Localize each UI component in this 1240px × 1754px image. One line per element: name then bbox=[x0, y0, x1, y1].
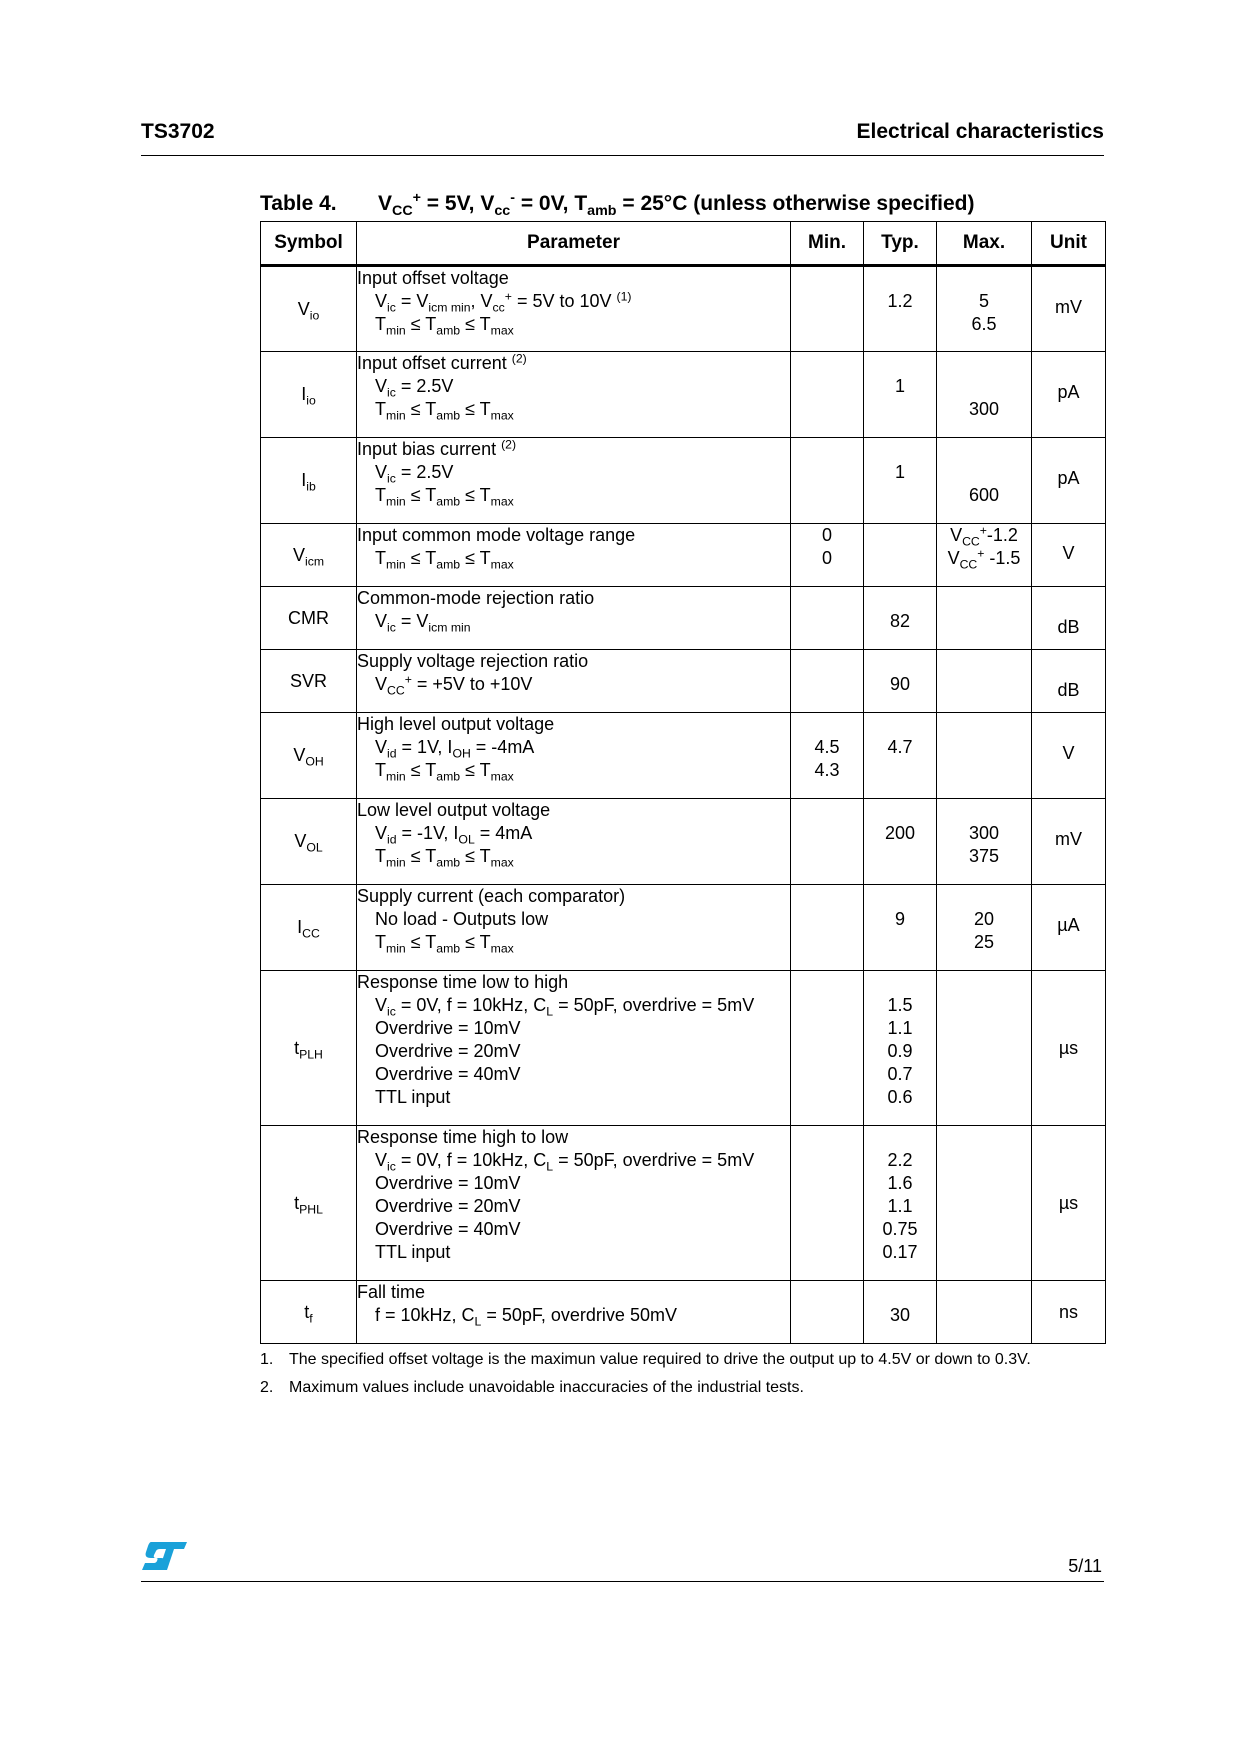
footnote-number: 1. bbox=[260, 1351, 274, 1368]
typ-cell bbox=[864, 266, 937, 352]
typ-cell bbox=[864, 587, 937, 650]
typ-cell bbox=[864, 1126, 937, 1281]
parameter-cell bbox=[357, 1126, 791, 1281]
max-cell bbox=[937, 352, 1032, 438]
condition-line: $T_{min} \le T_{amb} \le T_{max}$ bbox=[375, 485, 514, 509]
max-cell bbox=[937, 713, 1032, 799]
max-cell bbox=[937, 587, 1032, 650]
typ-value: 1.1 bbox=[887, 1018, 913, 1038]
symbol-cell: $I_{io}$ bbox=[261, 352, 357, 438]
min-cell bbox=[791, 587, 864, 650]
max-value: 375 bbox=[968, 846, 1000, 866]
condition-line: $T_{min} \le T_{amb} \le T_{max}$ bbox=[375, 760, 514, 784]
condition-line: $V_{ic} = 0V$, f = 10kHz, $C_L = 50pF$, overdrive = 5mV bbox=[375, 1150, 755, 1174]
min-value: 4.3 bbox=[814, 760, 840, 780]
min-cell bbox=[791, 713, 864, 799]
max-value: 20 bbox=[973, 909, 995, 929]
max-cell bbox=[937, 438, 1032, 524]
min-value: 0 bbox=[821, 548, 832, 568]
typ-value: 9 bbox=[894, 909, 905, 929]
typ-cell bbox=[864, 524, 937, 587]
condition-line: No load - Outputs low bbox=[375, 909, 549, 929]
condition-line: TTL input bbox=[375, 1087, 451, 1107]
max-value: $V_{CC}^+$ -1.5 bbox=[947, 546, 1021, 572]
symbol-cell: $V_{icm}$ bbox=[261, 524, 357, 587]
max-value: 300 bbox=[968, 399, 1000, 419]
parameter-title: Supply voltage rejection ratio bbox=[357, 651, 589, 671]
min-cell bbox=[791, 1281, 864, 1344]
max-cell bbox=[937, 799, 1032, 885]
typ-cell bbox=[864, 650, 937, 713]
symbol-cell: $I_{CC}$ bbox=[261, 885, 357, 971]
parameter-cell bbox=[357, 587, 791, 650]
st-logo-icon bbox=[141, 1540, 189, 1577]
col-min: Min. bbox=[791, 222, 864, 266]
max-cell bbox=[937, 524, 1032, 587]
col-symbol: Symbol bbox=[261, 222, 357, 266]
max-value: 300 bbox=[968, 823, 1000, 843]
typ-value: 0.17 bbox=[882, 1242, 918, 1262]
condition-line: $V_{id} = -1V$, $I_{OL} = 4mA$ bbox=[375, 823, 533, 847]
condition-line: $V_{ic} = 0V$, f = 10kHz, $C_L = 50pF$, overdrive = 5mV bbox=[375, 995, 755, 1019]
table-row bbox=[261, 1281, 1106, 1344]
unit-cell: mV bbox=[1032, 799, 1106, 885]
col-unit: Unit bbox=[1032, 222, 1106, 266]
unit-cell: µs bbox=[1032, 1126, 1106, 1281]
condition-line: $V_{ic} = V_{icm min}$, $V_{cc}^+ = 5V$ to 10V $^{(1)}$ bbox=[375, 289, 632, 315]
typ-value: 82 bbox=[889, 611, 911, 631]
max-cell bbox=[937, 971, 1032, 1126]
min-cell bbox=[791, 352, 864, 438]
col-typ: Typ. bbox=[864, 222, 937, 266]
unit-cell: dB bbox=[1032, 587, 1106, 650]
typ-cell bbox=[864, 885, 937, 971]
condition-line: $V_{ic} = 2.5V$ bbox=[375, 376, 454, 400]
max-value: 25 bbox=[973, 932, 995, 952]
footnote-text: The specified offset voltage is the maximun value required to drive the output up to 4.5V or down to 0.3V. bbox=[289, 1351, 1031, 1368]
typ-value: 0.9 bbox=[887, 1041, 913, 1061]
footnotes bbox=[260, 1346, 1031, 1402]
typ-value: 0.6 bbox=[887, 1087, 913, 1107]
symbol-cell: $t_{PHL}$ bbox=[261, 1126, 357, 1281]
condition-line: $T_{min} \le T_{amb} \le T_{max}$ bbox=[375, 548, 514, 572]
typ-cell bbox=[864, 1281, 937, 1344]
condition-line: Overdrive = 10mV bbox=[375, 1173, 521, 1193]
header-rule bbox=[141, 155, 1104, 156]
unit-cell: µA bbox=[1032, 885, 1106, 971]
table-title: $V_{CC}^+ = 5V$, $V_{cc}^- = 0V$, $T_{amb} = 25^\circ C$ (unless otherwise specified) bbox=[378, 190, 975, 219]
condition-line: Overdrive = 10mV bbox=[375, 1018, 521, 1038]
typ-cell bbox=[864, 352, 937, 438]
page-number: 5/11 bbox=[1068, 1556, 1102, 1576]
min-cell bbox=[791, 799, 864, 885]
symbol-cell: $I_{ib}$ bbox=[261, 438, 357, 524]
condition-line: $V_{ic} = V_{icm min}$ bbox=[375, 611, 471, 635]
col-parameter: Parameter bbox=[357, 222, 791, 266]
footnote-text: Maximum values include unavoidable inaccuracies of the industrial tests. bbox=[289, 1379, 804, 1396]
parameter-cell bbox=[357, 971, 791, 1126]
unit-cell: V bbox=[1032, 713, 1106, 799]
min-cell bbox=[791, 266, 864, 352]
footnote-number: 2. bbox=[260, 1379, 274, 1396]
condition-line: f = 10kHz, $C_L = 50pF$, overdrive 50mV bbox=[375, 1305, 677, 1329]
parameter-title: Common-mode rejection ratio bbox=[357, 588, 595, 608]
min-value: 0 bbox=[821, 525, 832, 545]
unit-cell: ns bbox=[1032, 1281, 1106, 1344]
unit-cell: dB bbox=[1032, 650, 1106, 713]
max-value: 600 bbox=[968, 485, 1000, 505]
max-value: $V_{CC}^+-1.2$ bbox=[950, 523, 1018, 549]
typ-cell bbox=[864, 438, 937, 524]
typ-value: 2.2 bbox=[887, 1150, 913, 1170]
max-value: 5 bbox=[978, 291, 989, 311]
max-cell bbox=[937, 266, 1032, 352]
table-header-row bbox=[261, 222, 1106, 266]
typ-value: 0.75 bbox=[882, 1219, 918, 1239]
min-value: 4.5 bbox=[814, 737, 840, 757]
symbol-cell: CMR bbox=[261, 587, 357, 650]
header-section: Electrical characteristics bbox=[856, 120, 1104, 143]
parameter-title: Fall time bbox=[357, 1282, 426, 1302]
symbol-cell: $V_{io}$ bbox=[261, 266, 357, 352]
parameter-cell bbox=[357, 524, 791, 587]
typ-value: 1.5 bbox=[887, 995, 913, 1015]
unit-cell: V bbox=[1032, 524, 1106, 587]
max-cell bbox=[937, 1281, 1032, 1344]
typ-value: 1.2 bbox=[887, 291, 913, 311]
table-row bbox=[261, 1126, 1106, 1281]
table-row bbox=[261, 650, 1106, 713]
condition-line: $T_{min} \le T_{amb} \le T_{max}$ bbox=[375, 932, 514, 956]
symbol-cell: $V_{OH}$ bbox=[261, 713, 357, 799]
unit-cell: mV bbox=[1032, 266, 1106, 352]
parameter-cell bbox=[357, 713, 791, 799]
condition-line: $V_{CC}^+ = +5V$ to +10V bbox=[375, 672, 533, 698]
table-caption bbox=[260, 190, 1100, 219]
parameter-title: High level output voltage bbox=[357, 714, 555, 734]
typ-value: 1.1 bbox=[887, 1196, 913, 1216]
condition-line: $T_{min} \le T_{amb} \le T_{max}$ bbox=[375, 399, 514, 423]
parameter-title: Input offset voltage bbox=[357, 268, 509, 288]
table-row bbox=[261, 266, 1106, 352]
parameter-cell bbox=[357, 352, 791, 438]
parameter-cell bbox=[357, 266, 791, 352]
parameter-title: Response time high to low bbox=[357, 1127, 569, 1147]
max-cell bbox=[937, 1126, 1032, 1281]
typ-value: 1 bbox=[894, 376, 905, 396]
typ-value: 1.6 bbox=[887, 1173, 913, 1193]
min-cell bbox=[791, 1126, 864, 1281]
footer-rule bbox=[141, 1581, 1104, 1582]
typ-cell bbox=[864, 971, 937, 1126]
min-cell bbox=[791, 971, 864, 1126]
parameter-title: Input bias current $^{(2)}$ bbox=[357, 437, 517, 459]
condition-line: TTL input bbox=[375, 1242, 451, 1262]
table-number: Table 4. bbox=[260, 192, 337, 215]
symbol-cell: $t_{PLH}$ bbox=[261, 971, 357, 1126]
unit-cell: pA bbox=[1032, 352, 1106, 438]
parameter-title: Response time low to high bbox=[357, 972, 569, 992]
typ-value: 90 bbox=[889, 674, 911, 694]
condition-line: $V_{ic} = 2.5V$ bbox=[375, 462, 454, 486]
min-cell bbox=[791, 885, 864, 971]
unit-cell: pA bbox=[1032, 438, 1106, 524]
max-cell bbox=[937, 885, 1032, 971]
typ-cell bbox=[864, 713, 937, 799]
symbol-cell: $V_{OL}$ bbox=[261, 799, 357, 885]
symbol-cell: SVR bbox=[261, 650, 357, 713]
condition-line: Overdrive = 40mV bbox=[375, 1064, 521, 1084]
parameter-cell bbox=[357, 650, 791, 713]
footnote bbox=[260, 1346, 1031, 1374]
typ-value: 200 bbox=[884, 823, 916, 843]
parameter-cell bbox=[357, 885, 791, 971]
col-max: Max. bbox=[937, 222, 1032, 266]
condition-line: $T_{min} \le T_{amb} \le T_{max}$ bbox=[375, 846, 514, 870]
unit-cell: µs bbox=[1032, 971, 1106, 1126]
typ-value: 1 bbox=[894, 462, 905, 482]
max-value: 6.5 bbox=[971, 314, 997, 334]
table-row bbox=[261, 524, 1106, 587]
parameter-title: Low level output voltage bbox=[357, 800, 551, 820]
parameter-title: Input common mode voltage range bbox=[357, 525, 636, 545]
table-row bbox=[261, 799, 1106, 885]
typ-cell bbox=[864, 799, 937, 885]
table-row bbox=[261, 587, 1106, 650]
condition-line: Overdrive = 20mV bbox=[375, 1196, 521, 1216]
table-row bbox=[261, 352, 1106, 438]
condition-line: $V_{id} = 1V$, $I_{OH} = -4mA$ bbox=[375, 737, 535, 761]
table-row bbox=[261, 971, 1106, 1126]
min-cell bbox=[791, 650, 864, 713]
parameter-cell bbox=[357, 1281, 791, 1344]
parameter-title: Input offset current $^{(2)}$ bbox=[357, 351, 527, 373]
condition-line: Overdrive = 20mV bbox=[375, 1041, 521, 1061]
parameter-cell bbox=[357, 438, 791, 524]
header-product: TS3702 bbox=[141, 120, 215, 143]
typ-value: 30 bbox=[889, 1305, 911, 1325]
condition-line: $T_{min} \le T_{amb} \le T_{max}$ bbox=[375, 314, 514, 338]
parameter-cell bbox=[357, 799, 791, 885]
symbol-cell: $t_f$ bbox=[261, 1281, 357, 1344]
min-cell bbox=[791, 524, 864, 587]
table-row bbox=[261, 713, 1106, 799]
electrical-characteristics-table bbox=[260, 221, 1106, 1344]
max-cell bbox=[937, 650, 1032, 713]
table-row bbox=[261, 885, 1106, 971]
condition-line: Overdrive = 40mV bbox=[375, 1219, 521, 1239]
min-cell bbox=[791, 438, 864, 524]
typ-value: 4.7 bbox=[887, 737, 913, 757]
typ-value: 0.7 bbox=[887, 1064, 913, 1084]
footnote bbox=[260, 1374, 1031, 1402]
table-row bbox=[261, 438, 1106, 524]
parameter-title: Supply current (each comparator) bbox=[357, 886, 626, 906]
